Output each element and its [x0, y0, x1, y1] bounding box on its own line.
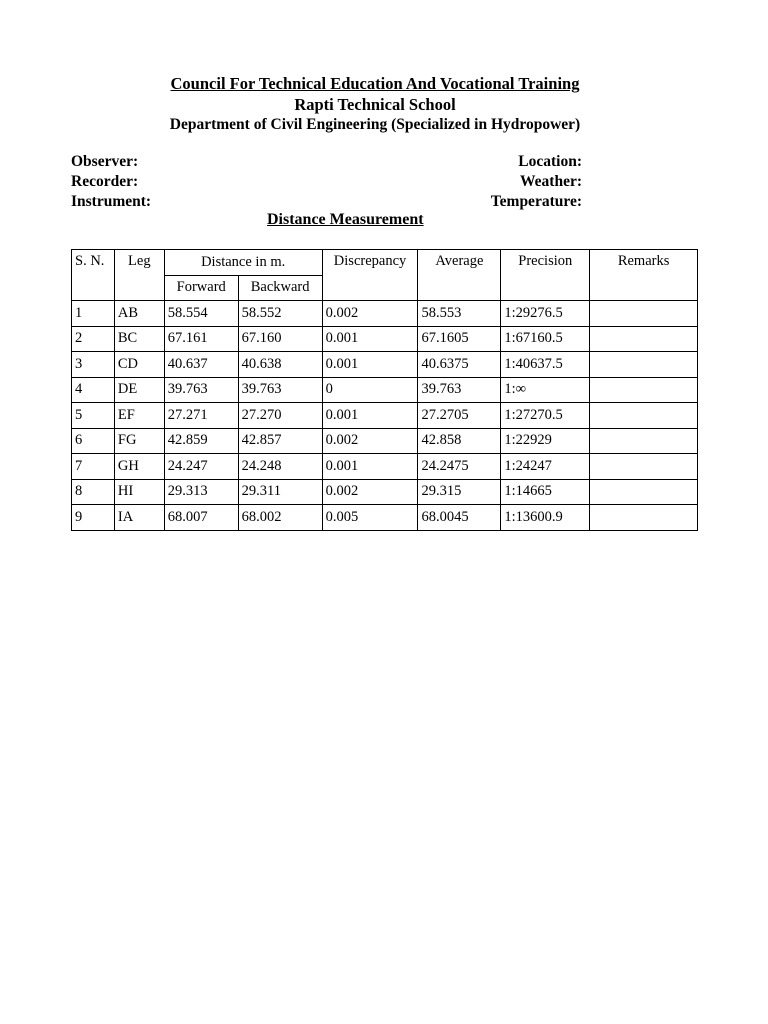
cell-average: 58.553 — [418, 301, 501, 327]
cell-leg: CD — [114, 352, 164, 378]
cell-leg: HI — [114, 479, 164, 505]
table-row — [72, 377, 698, 403]
cell-discrepancy: 0 — [322, 377, 418, 403]
header-forward: Forward — [164, 275, 238, 301]
council-title: Council For Technical Education And Vocational Training — [170, 74, 580, 93]
cell-forward: 67.161 — [164, 326, 238, 352]
weather-label: Weather: — [520, 173, 582, 190]
cell-forward: 24.247 — [164, 454, 238, 480]
cell-sn: 4 — [72, 377, 115, 403]
instrument-label: Instrument: — [71, 193, 152, 210]
table-row — [72, 301, 698, 327]
cell-remarks — [590, 479, 698, 505]
cell-discrepancy: 0.001 — [322, 326, 418, 352]
table-row — [72, 505, 698, 531]
table-row — [72, 403, 698, 429]
cell-backward: 29.311 — [238, 479, 322, 505]
cell-precision: 1:24247 — [501, 454, 590, 480]
cell-leg: IA — [114, 505, 164, 531]
cell-leg: AB — [114, 301, 164, 327]
header-backward: Backward — [238, 275, 322, 301]
cell-precision: 1:∞ — [501, 377, 590, 403]
cell-backward: 42.857 — [238, 428, 322, 454]
cell-discrepancy: 0.002 — [322, 301, 418, 327]
table-row — [72, 428, 698, 454]
header-average: Average — [418, 250, 501, 301]
cell-remarks — [590, 326, 698, 352]
cell-precision: 1:13600.9 — [501, 505, 590, 531]
table-row — [72, 454, 698, 480]
cell-backward: 40.638 — [238, 352, 322, 378]
cell-remarks — [590, 454, 698, 480]
cell-precision: 1:14665 — [501, 479, 590, 505]
cell-backward: 39.763 — [238, 377, 322, 403]
header-discrepancy: Discrepancy — [322, 250, 418, 301]
department-name: Department of Civil Engineering (Specialized in Hydropower) — [169, 116, 581, 133]
temperature-label: Temperature: — [490, 193, 582, 210]
cell-remarks — [590, 352, 698, 378]
section-title: Distance Measurement — [267, 211, 424, 228]
cell-precision: 1:29276.5 — [501, 301, 590, 327]
cell-average: 39.763 — [418, 377, 501, 403]
cell-backward: 68.002 — [238, 505, 322, 531]
cell-remarks — [590, 403, 698, 429]
cell-sn: 2 — [72, 326, 115, 352]
cell-sn: 8 — [72, 479, 115, 505]
cell-leg: BC — [114, 326, 164, 352]
cell-forward: 42.859 — [164, 428, 238, 454]
cell-sn: 7 — [72, 454, 115, 480]
cell-discrepancy: 0.005 — [322, 505, 418, 531]
cell-discrepancy: 0.001 — [322, 403, 418, 429]
cell-discrepancy: 0.001 — [322, 352, 418, 378]
table-row — [72, 352, 698, 378]
cell-discrepancy: 0.002 — [322, 479, 418, 505]
cell-forward: 39.763 — [164, 377, 238, 403]
cell-backward: 24.248 — [238, 454, 322, 480]
cell-precision: 1:22929 — [501, 428, 590, 454]
table-row — [72, 326, 698, 352]
cell-backward: 58.552 — [238, 301, 322, 327]
cell-sn: 3 — [72, 352, 115, 378]
cell-sn: 1 — [72, 301, 115, 327]
distance-table — [71, 249, 698, 531]
cell-leg: DE — [114, 377, 164, 403]
cell-average: 27.2705 — [418, 403, 501, 429]
cell-average: 29.315 — [418, 479, 501, 505]
header-distance: Distance in m. — [164, 250, 322, 276]
cell-average: 68.0045 — [418, 505, 501, 531]
cell-forward: 40.637 — [164, 352, 238, 378]
cell-leg: GH — [114, 454, 164, 480]
cell-forward: 68.007 — [164, 505, 238, 531]
cell-remarks — [590, 428, 698, 454]
header-remarks: Remarks — [590, 250, 698, 301]
cell-average: 40.6375 — [418, 352, 501, 378]
cell-remarks — [590, 301, 698, 327]
cell-leg: FG — [114, 428, 164, 454]
header-leg: Leg — [114, 250, 164, 301]
cell-precision: 1:67160.5 — [501, 326, 590, 352]
cell-discrepancy: 0.002 — [322, 428, 418, 454]
cell-average: 24.2475 — [418, 454, 501, 480]
cell-forward: 27.271 — [164, 403, 238, 429]
cell-average: 67.1605 — [418, 326, 501, 352]
header-sn: S. N. — [72, 250, 115, 301]
cell-backward: 67.160 — [238, 326, 322, 352]
cell-sn: 5 — [72, 403, 115, 429]
cell-precision: 1:27270.5 — [501, 403, 590, 429]
cell-forward: 29.313 — [164, 479, 238, 505]
cell-sn: 6 — [72, 428, 115, 454]
header-precision: Precision — [501, 250, 590, 301]
cell-sn: 9 — [72, 505, 115, 531]
cell-precision: 1:40637.5 — [501, 352, 590, 378]
table-row — [72, 479, 698, 505]
cell-average: 42.858 — [418, 428, 501, 454]
cell-remarks — [590, 505, 698, 531]
cell-leg: EF — [114, 403, 164, 429]
location-label: Location: — [518, 153, 582, 170]
observer-label: Observer: — [71, 153, 139, 170]
cell-remarks — [590, 377, 698, 403]
school-name: Rapti Technical School — [294, 95, 456, 114]
cell-backward: 27.270 — [238, 403, 322, 429]
cell-forward: 58.554 — [164, 301, 238, 327]
cell-discrepancy: 0.001 — [322, 454, 418, 480]
recorder-label: Recorder: — [71, 173, 139, 190]
